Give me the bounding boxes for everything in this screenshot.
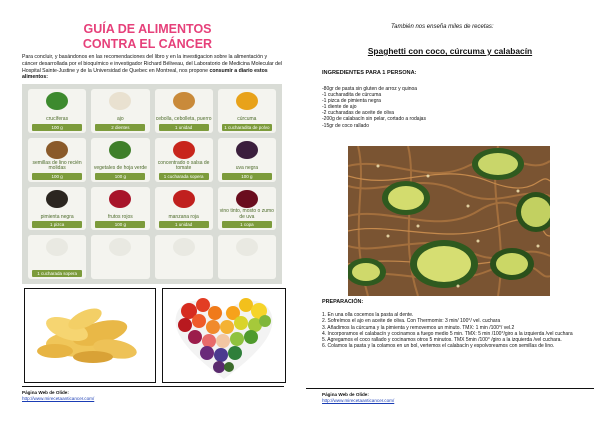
food-card [28, 235, 86, 279]
garlic-icon [109, 92, 131, 110]
recipe-title: Spaghetti con coco, cúrcuma y calabacín [367, 46, 533, 56]
leafy-greens-icon [109, 141, 131, 159]
left-footer-label: Página Web de Olide: [22, 390, 69, 395]
food-name: ajo [117, 116, 124, 123]
food-card [91, 187, 149, 231]
food-card [28, 187, 86, 231]
pepper-icon [46, 190, 68, 208]
ingredient-item: -1 pizca de pimienta negra [322, 98, 381, 105]
left-footer-divider [22, 386, 284, 387]
food-name: manzana roja [168, 213, 199, 220]
food-card [91, 138, 149, 182]
food-quantity: 100 g [222, 173, 272, 180]
food-card [218, 89, 276, 133]
title-line-2: CONTRA EL CÁNCER [82, 37, 213, 51]
preparation-step: 4. Incorporamos el calabacín y cocinamos a fuego medio 5 min. TMX: 5 min /100°/giro a la izquierda /vel cuchara [322, 330, 573, 337]
food-card [218, 187, 276, 231]
preparation-step: 5. Agregamos el coco rallado y cocinamos otros 5 minutos. TMX 5min /100° /giro a la izquierda /vel cuchara. [322, 337, 562, 344]
preparation-step: 6. Colamos la pasta y la colamos en un bol, vertemos el calabacín y espolvoreamos con semillas de lino. [322, 343, 555, 350]
food-name: vegetales de hoja verde [93, 165, 147, 171]
food-quantity: 1 unidad [159, 221, 209, 228]
food-quantity: 1 cucharadita de polvo [222, 124, 272, 131]
right-footer-divider [306, 388, 594, 389]
preparation-step: 1. En una olla cocemos la pasta al dente. [322, 312, 414, 318]
ingredient-item: -1 cucharadita de cúrcuma [322, 92, 382, 99]
food-quantity: 100 g [95, 173, 145, 180]
title-line-1: GUÍA DE ALIMENTOS [83, 22, 212, 36]
anticancer-food-box [162, 288, 286, 383]
preparation-steps [322, 312, 584, 350]
food-quantity: 1 unidad [159, 124, 209, 131]
fruit-heart-illustration [163, 289, 285, 382]
food-quantity: 1 copa [222, 221, 272, 228]
preparation-step: 2. Sofreímos el ajo en aceite de oliva. Con Thermomix: 3 min/ 100°/ vel. cuchara [322, 318, 501, 325]
food-quantity: 100 g [32, 173, 82, 180]
food-card [155, 138, 213, 182]
food-card [155, 89, 213, 133]
intro-paragraph [22, 54, 284, 81]
recipes-note: También nos enseña miles de recetas: [391, 24, 494, 30]
spaghetti-zucchini-photo [348, 146, 550, 296]
intro-bold-text: consumir a diario estos alimentos: [22, 67, 268, 81]
onion-icon [173, 92, 195, 110]
food-name: crucíferas [46, 116, 69, 123]
food-name: cúrcuma [237, 116, 257, 123]
blank-icon [173, 238, 195, 256]
food-card [28, 89, 86, 133]
food-name: vino tinto, mosto o zumo de uva [219, 208, 274, 220]
food-card [91, 235, 149, 279]
unhealthy-food-box [24, 288, 156, 383]
preparation-step: 3. Añadimos la cúrcuma y la pimienta y removemos un minuto. TMX: 1 min /100°/ vel.2 [322, 324, 515, 331]
flax-seeds-icon [46, 141, 68, 159]
wine-icon [236, 190, 258, 208]
recipe-photo [348, 146, 550, 296]
grape-icon [236, 141, 258, 159]
ingredients-list [322, 86, 426, 129]
food-name: uva negra [235, 165, 258, 171]
oil-icon [46, 238, 68, 256]
food-quantity: 1 cucharada sopera [32, 270, 82, 277]
food-name: cebolla, cebolleta, puerro [155, 116, 212, 123]
tomato-sauce-icon [173, 141, 195, 159]
food-quantity: 2 dientes [95, 124, 145, 131]
food-name: concentrado o salsa de tomate [157, 159, 210, 171]
right-footer-link[interactable]: http://www.mirecetaanticancer.com/ [322, 398, 395, 403]
turmeric-icon [236, 92, 258, 110]
food-name: pimienta negra [40, 213, 74, 220]
blank-icon [236, 238, 258, 256]
broccoli-icon [46, 92, 68, 110]
ingredient-item: -15gr de coco rallado [322, 122, 369, 129]
food-card [155, 187, 213, 231]
food-card [91, 89, 149, 133]
ingredient-item: -80gr de pasta sin gluten de arroz y quinoa [322, 86, 418, 92]
food-quantity: 100 g [32, 124, 82, 131]
guide-title [60, 22, 235, 52]
preparation-header: PREPARACIÓN: [322, 299, 364, 305]
berries-icon [109, 190, 131, 208]
right-footer-label: Página Web de Olide: [322, 392, 369, 397]
ingredient-item: -200g de calabacín sin pelar, cortado a rodajas [322, 116, 426, 123]
ingredient-item: -1 diente de ajo [322, 104, 357, 111]
ingredient-item: -2 cucharadas de aceite de oliva [322, 110, 394, 117]
food-quantity: 1 pizca [32, 221, 82, 228]
food-quantity: 1 cucharada sopera [159, 173, 209, 180]
food-card [218, 235, 276, 279]
blank-icon [109, 238, 131, 256]
potato-chips-illustration [25, 289, 155, 382]
food-name: semillas de lino recién molidas [32, 159, 82, 171]
food-cards-grid [22, 84, 282, 284]
food-card [218, 138, 276, 182]
right-page [300, 0, 600, 424]
food-name: frutos rojos [108, 213, 133, 220]
intro-text: Para concluir, y basándonos en las recomendaciones del libro y en la investigacion sobre la alimentación y cáncer desarrollada por el bioquímico e investigador Richard Béliveau, del Laboratorio de Medicina Molecular del Hospital Sainte-Justine y de la Universidad de Quebec en Montreal, nos propone [22, 54, 283, 74]
ingredients-header: INGREDIENTES PARA 1 PERSONA: [322, 70, 417, 76]
apple-icon [173, 190, 195, 208]
food-card [28, 138, 86, 182]
left-footer-link[interactable]: http://www.mirecetaanticancer.com/ [22, 396, 95, 401]
food-card [155, 235, 213, 279]
food-quantity: 100 g [95, 221, 145, 228]
